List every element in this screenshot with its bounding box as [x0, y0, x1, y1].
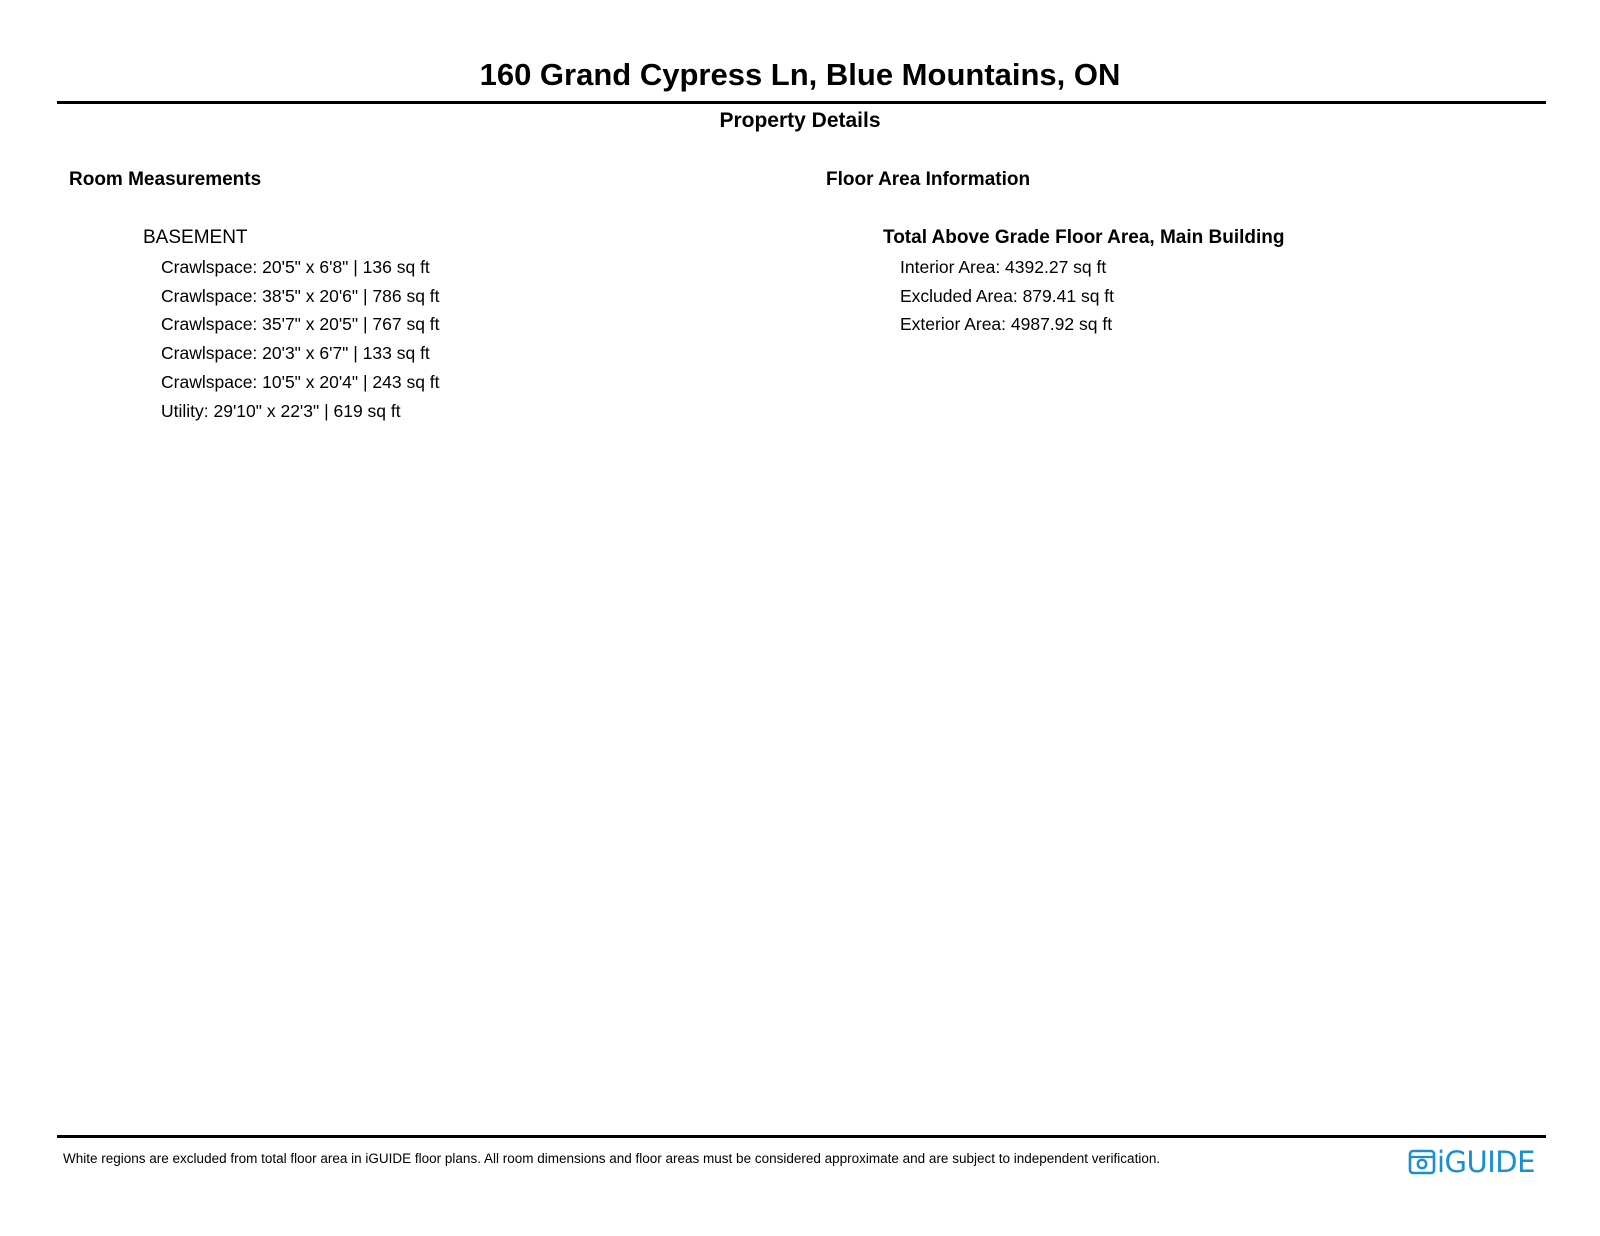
room-item: Crawlspace: 20'3" x 6'7" | 133 sq ft	[161, 343, 430, 364]
floor-area-group-title: Total Above Grade Floor Area, Main Building	[883, 227, 1285, 248]
excluded-area-line: Excluded Area: 879.41 sq ft	[900, 285, 1115, 306]
room-measurements-heading: Room Measurements	[69, 169, 262, 190]
floor-area-heading: Floor Area Information	[826, 169, 1031, 190]
page-subtitle: Property Details	[719, 109, 881, 132]
room-item: Utility: 29'10" x 22'3" | 619 sq ft	[161, 400, 401, 421]
page-title: 160 Grand Cypress Ln, Blue Mountains, ON	[479, 57, 1121, 92]
room-item: Crawlspace: 35'7" x 20'5" | 767 sq ft	[161, 314, 440, 335]
level-label-basement: BASEMENT	[143, 227, 248, 248]
iguide-logo	[1408, 1146, 1535, 1178]
room-item: Crawlspace: 10'5" x 20'4" | 243 sq ft	[161, 371, 440, 392]
footer-disclaimer: White regions are excluded from total floor area in iGUIDE floor plans. All room dimensions and floor areas must be considered approximate and are subject to independent verification.	[63, 1151, 1161, 1166]
logo-wordmark: iGUIDE	[1437, 1145, 1535, 1179]
header-divider	[57, 101, 1546, 104]
room-item: Crawlspace: 38'5" x 20'6" | 786 sq ft	[161, 285, 440, 306]
footer-divider	[57, 1135, 1546, 1138]
interior-area-line: Interior Area: 4392.27 sq ft	[900, 257, 1107, 277]
room-item: Crawlspace: 20'5" x 6'8" | 136 sq ft	[161, 257, 430, 277]
room-list	[161, 253, 440, 425]
camera-icon	[1408, 1148, 1436, 1176]
exterior-area-line: Exterior Area: 4987.92 sq ft	[900, 314, 1113, 335]
floor-area-list	[900, 253, 1114, 339]
